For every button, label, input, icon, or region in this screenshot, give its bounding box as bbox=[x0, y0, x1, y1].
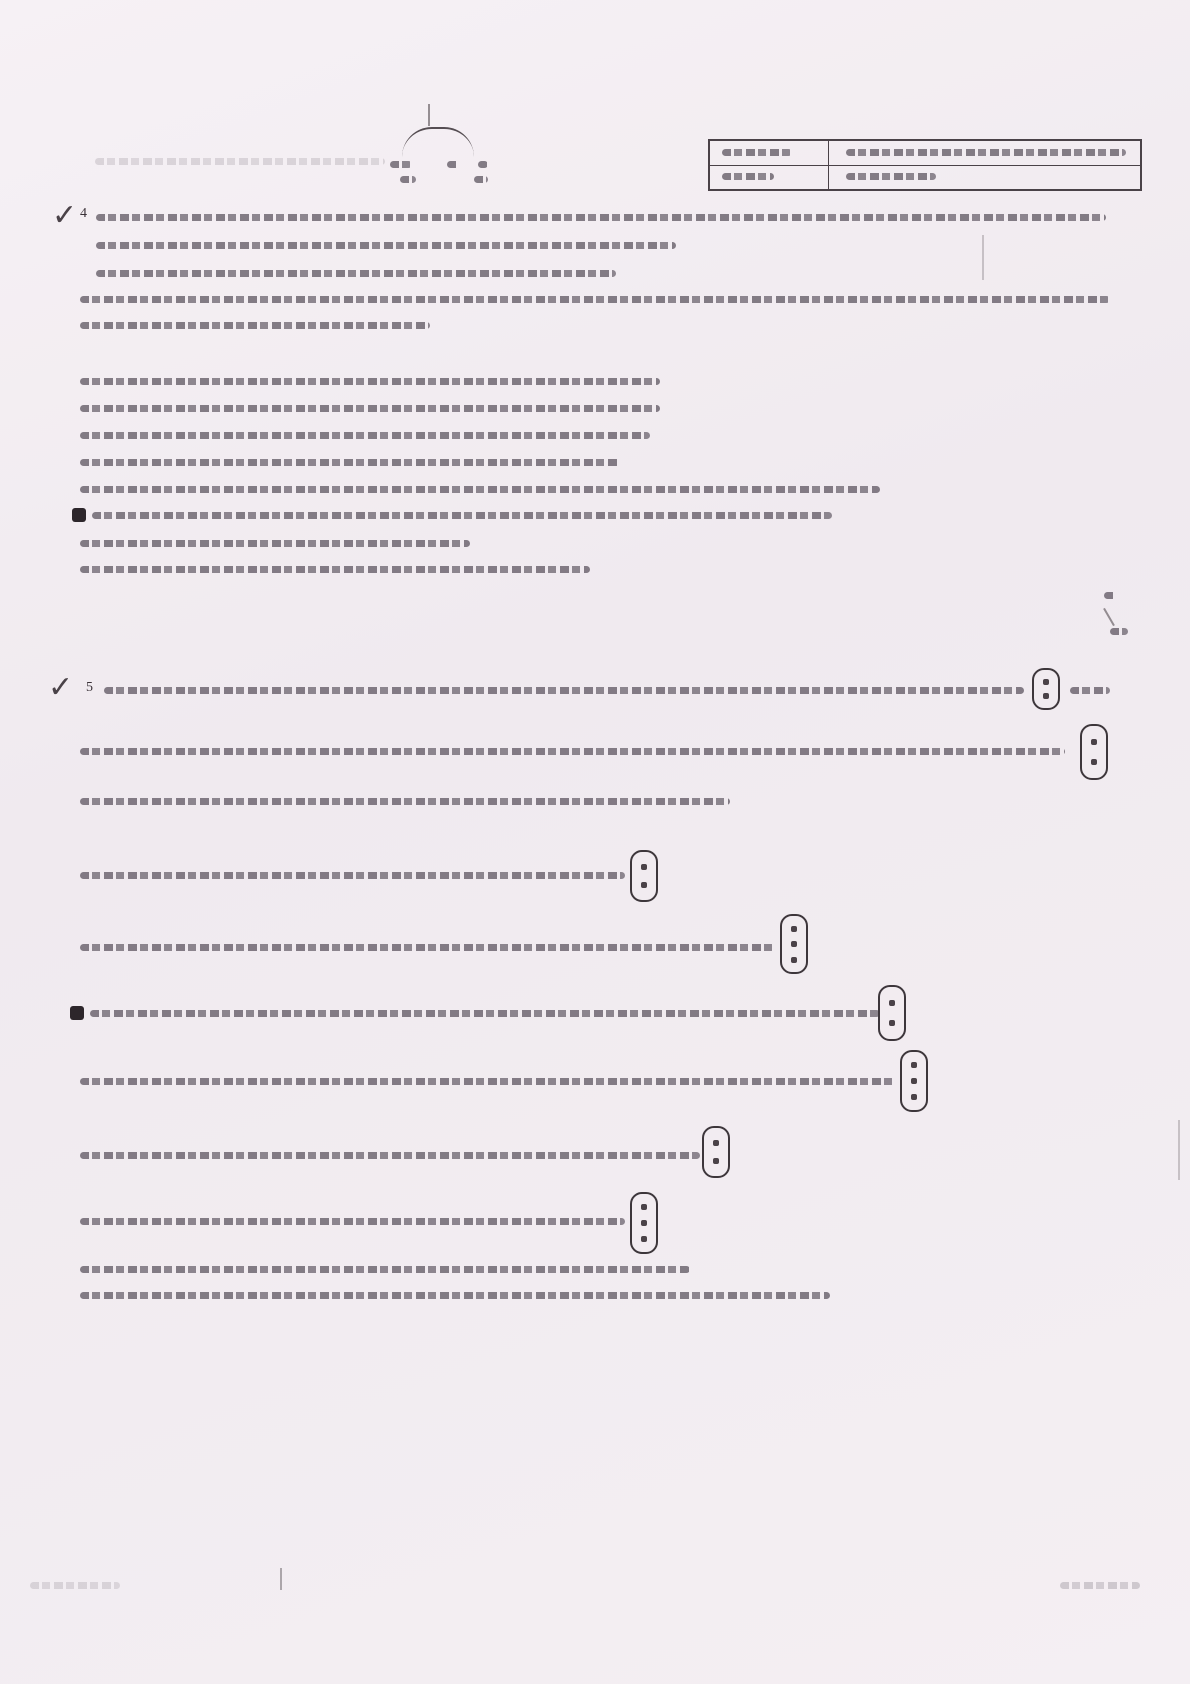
q5-option-g[interactable] bbox=[80, 1266, 690, 1273]
q4-number: 4 bbox=[80, 206, 87, 221]
q5-option-f[interactable] bbox=[80, 1218, 625, 1225]
diagram-mark bbox=[400, 176, 416, 183]
scan-artifact bbox=[1060, 1582, 1140, 1589]
vector-notation-icon bbox=[630, 1192, 658, 1254]
q5-option-c[interactable] bbox=[90, 1010, 880, 1017]
q4-intro-line-2 bbox=[96, 242, 676, 249]
diagram-mark bbox=[390, 161, 412, 168]
handwritten-diagram bbox=[402, 127, 474, 157]
q4-option-g[interactable] bbox=[80, 540, 470, 547]
answer-mark-icon bbox=[72, 508, 86, 522]
vector-notation-icon bbox=[1032, 668, 1060, 710]
q4-option-b[interactable] bbox=[80, 405, 660, 412]
course-label-text bbox=[722, 149, 792, 156]
q4-intro-line-3 bbox=[96, 270, 616, 277]
q5-number: 5 bbox=[86, 680, 93, 695]
scan-artifact bbox=[982, 235, 984, 280]
margin-note-stroke bbox=[1103, 608, 1115, 626]
q5-option-h[interactable] bbox=[80, 1292, 830, 1299]
diagram-mark bbox=[474, 176, 488, 183]
q4-option-f[interactable] bbox=[92, 512, 832, 519]
q4-option-e[interactable] bbox=[80, 486, 880, 493]
q4-intro-line-5 bbox=[80, 322, 430, 329]
q4-option-c[interactable] bbox=[80, 432, 650, 439]
margin-note bbox=[1104, 592, 1116, 599]
q4-option-d[interactable] bbox=[80, 459, 620, 466]
q5-option-b[interactable] bbox=[80, 944, 775, 951]
scan-artifact bbox=[30, 1582, 120, 1589]
student-label-text bbox=[722, 173, 774, 180]
vector-notation-icon bbox=[630, 850, 658, 902]
header-row-course bbox=[710, 141, 1140, 166]
vector-notation-icon bbox=[702, 1126, 730, 1178]
scan-artifact bbox=[1178, 1120, 1180, 1180]
q5-option-e[interactable] bbox=[80, 1152, 700, 1159]
vector-notation-icon bbox=[780, 914, 808, 974]
answer-mark-icon bbox=[70, 1006, 84, 1020]
header-cell bbox=[710, 165, 829, 189]
q5-option-d[interactable] bbox=[80, 1078, 895, 1085]
checkmark-icon: ✓ bbox=[48, 670, 74, 705]
scan-artifact bbox=[280, 1568, 282, 1590]
diagram-stroke bbox=[428, 104, 430, 126]
vector-notation-icon bbox=[900, 1050, 928, 1112]
student-value-text bbox=[846, 173, 936, 180]
course-value-text bbox=[846, 149, 1126, 156]
diagram-mark bbox=[478, 161, 488, 168]
q4-intro-line-4 bbox=[80, 296, 1110, 303]
header-cell bbox=[710, 141, 829, 165]
q5-intro-line-1 bbox=[104, 687, 1024, 694]
faint-header-text bbox=[95, 158, 385, 165]
q5-option-a[interactable] bbox=[80, 872, 625, 879]
vector-notation-icon bbox=[1080, 724, 1108, 780]
q4-intro-line-1 bbox=[96, 214, 1106, 221]
header-box bbox=[708, 139, 1142, 191]
margin-note bbox=[1110, 628, 1128, 635]
q4-option-a[interactable] bbox=[80, 378, 660, 385]
q4-option-h[interactable] bbox=[80, 566, 590, 573]
vector-notation-icon bbox=[878, 985, 906, 1041]
q5-intro-line-1-end bbox=[1070, 687, 1110, 694]
q5-intro-line-3 bbox=[80, 798, 730, 805]
checkmark-icon: ✓ bbox=[52, 198, 78, 233]
header-row-student bbox=[710, 165, 1140, 189]
q5-intro-line-2 bbox=[80, 748, 1065, 755]
diagram-mark bbox=[447, 161, 459, 168]
